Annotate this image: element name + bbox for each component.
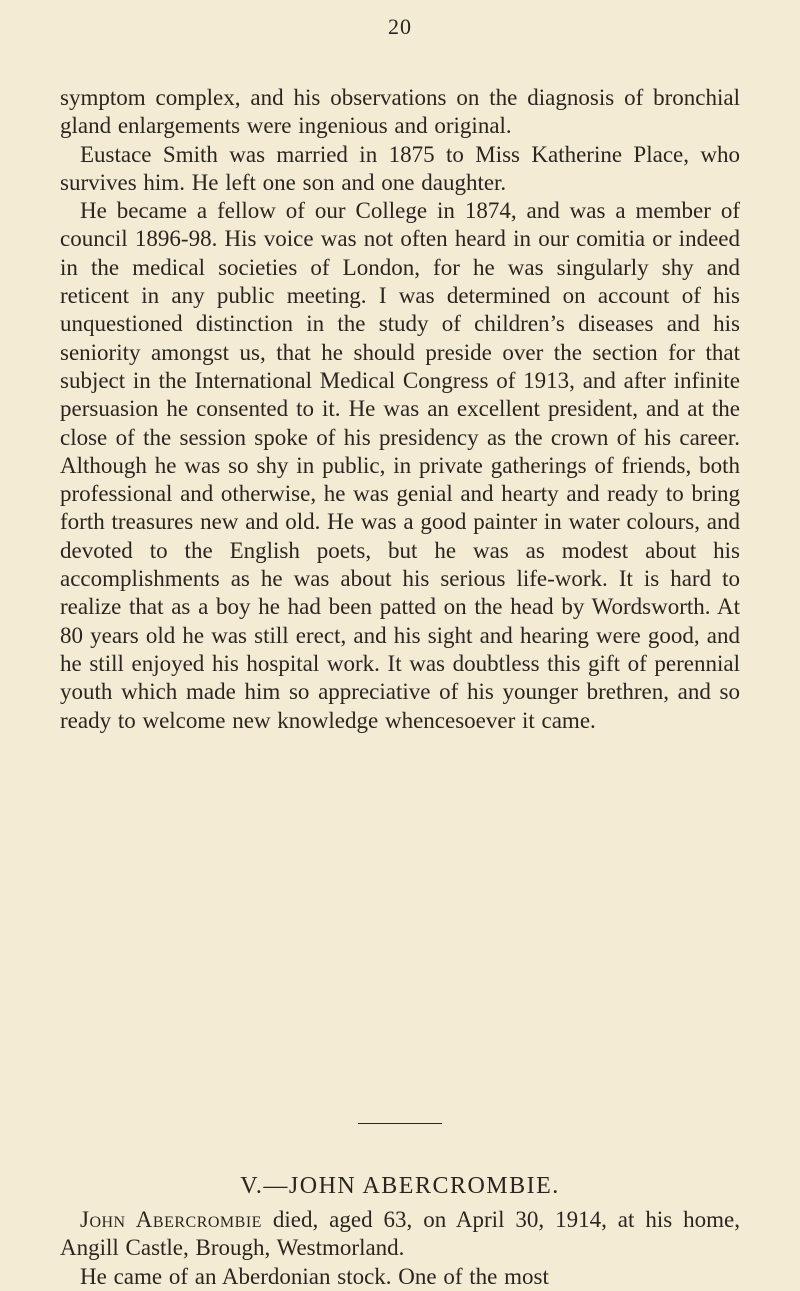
paragraph: He became a fellow of our College in 1874, and was a member of council 1896-98. His voice was not often heard in our comitia or indeed in the medical societies of London, for he was singularly shy and reticent in any public meeting. I was determined on account of his unquestioned distinction in the study of children’s diseases and his seniority amongst us, that he should preside over the section for that subject in the International Medical Congress of 1913, and after infinite persuasion he consented to it. He was an excellent president, and at the close of the session spoke of his presidency as the crown of his career. Although he was so shy in public, in private gatherings of friends, both professional and otherwise, he was genial and hearty and ready to bring forth treasures new and old. He was a good painter in water colours, and devoted to the English poets, but he was as modest about his accomplishments as he was about his serious life-work. It is hard to realize that as a boy he had been patted on the head by Wordsworth. At 80 years old he was still erect, and his sight and hearing were good, and he still enjoyed his hospital work. It was doubtless this gift of perennial youth which made him so appreciative of his younger brethren, and so ready to welcome new knowledge whencesoever it came. xyxy=(60,198,740,733)
section-divider xyxy=(358,1123,442,1124)
body-text-upper xyxy=(60,84,740,735)
paragraph: He came of an Aberdonian stock. One of the most xyxy=(80,1263,549,1289)
paragraph: Eustace Smith was married in 1875 to Miss Katherine Place, who survives him. He left one son and one daughter. xyxy=(60,141,740,195)
paragraph: symptom complex, and his observations on the diagnosis of bronchial gland enlargements were ingenious and original. xyxy=(60,85,740,139)
paragraph xyxy=(60,1206,740,1263)
body-text-lower xyxy=(60,1206,740,1291)
page-number: 20 xyxy=(388,14,412,39)
section-heading: V.—JOHN ABERCROMBIE. xyxy=(240,1173,560,1199)
paragraph-rest: died, aged 63, on April 30, 1914, at his home, Angill Castle, Brough, Westmorland. xyxy=(60,1207,740,1261)
name-lead: John Abercrombie xyxy=(80,1207,262,1232)
